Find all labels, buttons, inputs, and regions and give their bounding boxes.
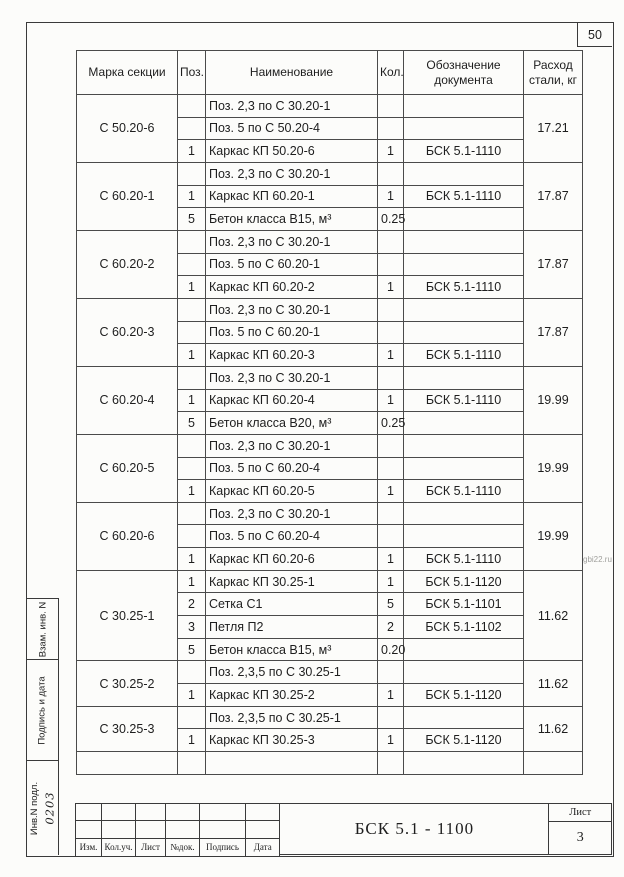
doc-cell: БСК 5.1-1120	[404, 570, 524, 593]
steel-cell: 11.62	[524, 706, 583, 751]
doc-cell: БСК 5.1-1110	[404, 276, 524, 299]
left-margin-strip	[26, 598, 59, 855]
spec-row	[77, 752, 583, 775]
mark-cell: С 30.25-3	[77, 706, 178, 751]
name-cell: Бетон класса В15, м³	[206, 208, 378, 231]
name-cell: Каркас КП 60.20-5	[206, 480, 378, 503]
pos-cell	[178, 457, 206, 480]
pos-cell	[178, 230, 206, 253]
revision-label: Подпись	[200, 839, 246, 856]
revision-cell	[136, 804, 166, 821]
doc-cell	[404, 661, 524, 684]
spec-header-row	[77, 51, 583, 95]
doc-cell: БСК 5.1-1110	[404, 140, 524, 163]
pos-cell	[178, 706, 206, 729]
name-cell: Поз. 5 по С 60.20-4	[206, 525, 378, 548]
stamp-cell-inv-podl	[26, 760, 59, 855]
mark-cell: С 60.20-2	[77, 230, 178, 298]
qty-cell	[378, 253, 404, 276]
name-cell: Поз. 2,3 по С 30.20-1	[206, 230, 378, 253]
spec-row	[77, 661, 583, 684]
pos-cell	[178, 162, 206, 185]
stamp-label-vzam-inv: Взам. инв. N	[37, 601, 48, 657]
qty-cell	[378, 298, 404, 321]
pos-cell: 1	[178, 480, 206, 503]
page-number-box	[577, 23, 612, 47]
revision-label: Дата	[253, 842, 272, 853]
spec-row	[77, 706, 583, 729]
pos-cell	[178, 434, 206, 457]
steel-cell	[524, 752, 583, 775]
stamp-label-inv-podl: Инв.N подл.	[29, 781, 41, 835]
qty-cell	[378, 502, 404, 525]
revision-cell	[76, 821, 102, 838]
doc-cell	[404, 502, 524, 525]
steel-cell: 17.21	[524, 95, 583, 163]
qty-cell: 1	[378, 570, 404, 593]
name-cell: Бетон класса В20, м³	[206, 412, 378, 435]
col-header-pos: Поз.	[178, 51, 206, 95]
qty-cell	[378, 434, 404, 457]
mark-cell: С 60.20-5	[77, 434, 178, 502]
mark-cell: С 30.25-2	[77, 661, 178, 706]
mark-cell: С 50.20-6	[77, 95, 178, 163]
document-number: БСК 5.1 - 1100	[354, 819, 475, 838]
qty-cell	[378, 525, 404, 548]
mark-cell: С 60.20-6	[77, 502, 178, 570]
pos-cell	[178, 321, 206, 344]
revision-cell	[102, 821, 136, 838]
stamp-label-wrap	[35, 660, 50, 760]
page-number: 50	[588, 27, 602, 42]
qty-cell	[378, 457, 404, 480]
name-cell: Поз. 2,3,5 по С 30.25-1	[206, 661, 378, 684]
doc-cell	[404, 752, 524, 775]
stamp-label-wrap	[35, 599, 50, 659]
inventory-number-wrap	[43, 761, 58, 855]
revision-cell	[76, 804, 102, 821]
doc-cell	[404, 366, 524, 389]
doc-cell: БСК 5.1-1110	[404, 480, 524, 503]
revision-label: Лист	[136, 839, 166, 856]
pos-cell: 5	[178, 638, 206, 661]
name-cell: Каркас КП 60.20-1	[206, 185, 378, 208]
qty-cell: 0.25	[378, 412, 404, 435]
doc-cell	[404, 117, 524, 140]
doc-cell	[404, 321, 524, 344]
qty-cell: 1	[378, 480, 404, 503]
name-cell: Каркас КП 60.20-2	[206, 276, 378, 299]
qty-cell: 1	[378, 389, 404, 412]
name-cell: Бетон класса В15, м³	[206, 638, 378, 661]
sheet-box	[549, 803, 612, 855]
revision-grid	[75, 803, 280, 857]
qty-cell	[378, 230, 404, 253]
title-block	[75, 803, 612, 855]
spec-table	[76, 50, 583, 775]
col-header-qty: Кол.	[378, 51, 404, 95]
qty-cell: 2	[378, 616, 404, 639]
qty-cell	[378, 706, 404, 729]
doc-cell	[404, 706, 524, 729]
qty-cell: 5	[378, 593, 404, 616]
qty-cell: 0.25	[378, 208, 404, 231]
spec-row	[77, 366, 583, 389]
revision-cell	[136, 821, 166, 838]
revision-cell	[166, 821, 200, 838]
spec-table-body	[77, 95, 583, 775]
pos-cell: 1	[178, 344, 206, 367]
qty-cell: 1	[378, 140, 404, 163]
doc-cell: БСК 5.1-1102	[404, 616, 524, 639]
steel-cell: 17.87	[524, 230, 583, 298]
name-cell: Каркас КП 60.20-4	[206, 389, 378, 412]
doc-cell	[404, 412, 524, 435]
document-number-box	[280, 803, 549, 855]
qty-cell: 0.20	[378, 638, 404, 661]
mark-cell: С 60.20-3	[77, 298, 178, 366]
pos-cell: 2	[178, 593, 206, 616]
doc-cell: БСК 5.1-1110	[404, 185, 524, 208]
revision-cell	[246, 821, 279, 838]
pos-cell: 1	[178, 729, 206, 752]
pos-cell	[178, 95, 206, 118]
name-cell: Поз. 2,3 по С 30.20-1	[206, 502, 378, 525]
revision-cell	[166, 804, 200, 821]
name-cell: Каркас КП 50.20-6	[206, 140, 378, 163]
name-cell: Поз. 2,3 по С 30.20-1	[206, 162, 378, 185]
name-cell: Каркас КП 30.25-2	[206, 684, 378, 707]
revision-label: Кол.уч.	[102, 839, 136, 856]
steel-cell: 19.99	[524, 366, 583, 434]
name-cell: Каркас КП 30.25-1	[206, 570, 378, 593]
col-header-name: Наименование	[206, 51, 378, 95]
qty-cell: 1	[378, 684, 404, 707]
doc-cell	[404, 434, 524, 457]
name-cell: Поз. 5 по С 60.20-4	[206, 457, 378, 480]
pos-cell: 1	[178, 548, 206, 571]
mark-cell: С 60.20-4	[77, 366, 178, 434]
doc-cell	[404, 525, 524, 548]
spec-row	[77, 162, 583, 185]
watermark-text: gbi22.ru	[583, 555, 612, 564]
mark-cell: С 30.25-1	[77, 570, 178, 661]
qty-cell: 1	[378, 344, 404, 367]
pos-cell: 1	[178, 140, 206, 163]
doc-cell	[404, 298, 524, 321]
doc-cell	[404, 162, 524, 185]
revision-cell	[102, 804, 136, 821]
col-header-doc: Обозначение документа	[404, 51, 524, 95]
qty-cell	[378, 661, 404, 684]
name-cell: Каркас КП 30.25-3	[206, 729, 378, 752]
doc-cell: БСК 5.1-1110	[404, 389, 524, 412]
pos-cell: 1	[178, 570, 206, 593]
revision-label: Изм.	[76, 839, 102, 856]
sheet-label: Лист	[549, 804, 611, 822]
name-cell: Петля П2	[206, 616, 378, 639]
qty-cell	[378, 366, 404, 389]
sheet-number: 3	[576, 830, 584, 845]
stamp-cell-podpis-data	[26, 659, 59, 760]
stamp-cell-vzam-inv	[26, 598, 59, 659]
pos-cell: 1	[178, 276, 206, 299]
qty-cell: 1	[378, 729, 404, 752]
name-cell: Каркас КП 60.20-6	[206, 548, 378, 571]
spec-row	[77, 570, 583, 593]
mark-cell: С 60.20-1	[77, 162, 178, 230]
revision-cell	[246, 804, 279, 821]
col-header-mark: Марка секции	[77, 51, 178, 95]
qty-cell	[378, 117, 404, 140]
qty-cell	[378, 321, 404, 344]
doc-cell: БСК 5.1-1120	[404, 729, 524, 752]
name-cell: Каркас КП 60.20-3	[206, 344, 378, 367]
steel-cell: 19.99	[524, 502, 583, 570]
steel-cell: 11.62	[524, 661, 583, 706]
name-cell: Сетка С1	[206, 593, 378, 616]
name-cell: Поз. 5 по С 60.20-1	[206, 253, 378, 276]
pos-cell	[178, 752, 206, 775]
name-cell: Поз. 2,3 по С 30.20-1	[206, 434, 378, 457]
pos-cell	[178, 661, 206, 684]
pos-cell	[178, 253, 206, 276]
pos-cell	[178, 525, 206, 548]
name-cell	[206, 752, 378, 775]
pos-cell	[178, 502, 206, 525]
qty-cell: 1	[378, 276, 404, 299]
pos-cell: 1	[178, 684, 206, 707]
doc-cell: БСК 5.1-1120	[404, 684, 524, 707]
qty-cell: 1	[378, 548, 404, 571]
pos-cell: 5	[178, 412, 206, 435]
pos-cell: 1	[178, 185, 206, 208]
qty-cell	[378, 752, 404, 775]
spec-row	[77, 95, 583, 118]
steel-cell: 11.62	[524, 570, 583, 661]
spec-row	[77, 230, 583, 253]
mark-cell	[77, 752, 178, 775]
revision-cell	[200, 804, 246, 821]
pos-cell	[178, 366, 206, 389]
doc-cell: БСК 5.1-1101	[404, 593, 524, 616]
qty-cell	[378, 95, 404, 118]
name-cell: Поз. 2,3 по С 30.20-1	[206, 95, 378, 118]
pos-cell: 1	[178, 389, 206, 412]
steel-cell: 17.87	[524, 162, 583, 230]
name-cell: Поз. 5 по С 50.20-4	[206, 117, 378, 140]
stamp-label-wrap	[28, 761, 43, 855]
pos-cell	[178, 117, 206, 140]
revision-label: №док.	[166, 839, 200, 856]
qty-cell: 1	[378, 185, 404, 208]
doc-cell	[404, 230, 524, 253]
pos-cell: 5	[178, 208, 206, 231]
doc-cell	[404, 638, 524, 661]
stamp-label-podpis-data: Подпись и дата	[37, 675, 49, 745]
doc-cell: БСК 5.1-1110	[404, 548, 524, 571]
doc-cell	[404, 253, 524, 276]
col-header-steel: Расход стали, кг	[524, 51, 583, 95]
name-cell: Поз. 2,3,5 по С 30.25-1	[206, 706, 378, 729]
steel-cell: 19.99	[524, 434, 583, 502]
pos-cell: 3	[178, 616, 206, 639]
doc-cell	[404, 208, 524, 231]
name-cell: Поз. 2,3 по С 30.20-1	[206, 366, 378, 389]
revision-cell	[200, 821, 246, 838]
spec-row	[77, 434, 583, 457]
spec-row	[77, 298, 583, 321]
doc-cell	[404, 95, 524, 118]
doc-cell: БСК 5.1-1110	[404, 344, 524, 367]
steel-cell: 17.87	[524, 298, 583, 366]
doc-cell	[404, 457, 524, 480]
spec-row	[77, 502, 583, 525]
name-cell: Поз. 5 по С 60.20-1	[206, 321, 378, 344]
name-cell: Поз. 2,3 по С 30.20-1	[206, 298, 378, 321]
inventory-number: 0203	[43, 791, 57, 825]
pos-cell	[178, 298, 206, 321]
qty-cell	[378, 162, 404, 185]
